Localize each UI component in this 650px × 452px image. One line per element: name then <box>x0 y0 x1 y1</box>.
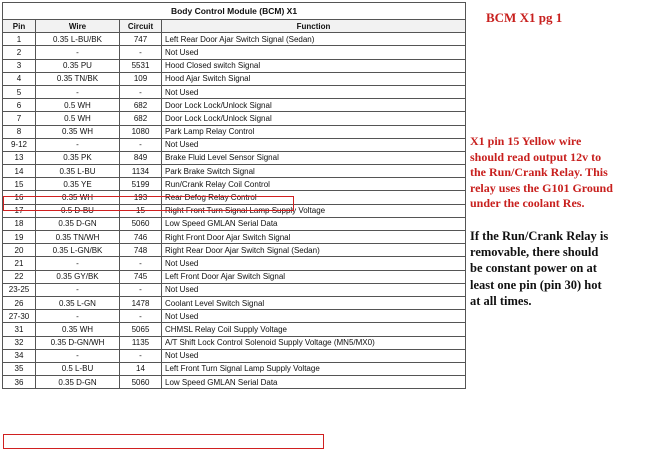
cell-function: Left Rear Door Ajar Switch Signal (Sedan) <box>162 33 466 46</box>
table-row <box>3 46 466 59</box>
table-row <box>3 99 466 112</box>
cell-function: Low Speed GMLAN Serial Data <box>162 376 466 389</box>
cell-circuit: 5531 <box>120 59 162 72</box>
table-row <box>3 270 466 283</box>
cell-wire: - <box>36 283 120 296</box>
header-wire: Wire <box>36 20 120 33</box>
header-function: Function <box>162 20 466 33</box>
cell-pin: 4 <box>3 72 36 85</box>
red-note-line: under the coolant Res. <box>470 196 585 210</box>
cell-wire: 0.35 L-GN <box>36 296 120 309</box>
cell-function: CHMSL Relay Coil Supply Voltage <box>162 323 466 336</box>
cell-circuit: 682 <box>120 99 162 112</box>
cell-pin: 27-30 <box>3 310 36 323</box>
cell-function: Hood Ajar Switch Signal <box>162 72 466 85</box>
header-row <box>3 20 466 33</box>
table-row <box>3 72 466 85</box>
red-note-line: the Run/Crank Relay. This <box>470 165 608 179</box>
cell-function: Hood Closed switch Signal <box>162 59 466 72</box>
cell-wire: 0.5 WH <box>36 99 120 112</box>
cell-wire: 0.35 D-GN <box>36 217 120 230</box>
highlight-pin-36 <box>3 434 324 449</box>
cell-circuit: 682 <box>120 112 162 125</box>
cell-wire: 0.35 D-GN/WH <box>36 336 120 349</box>
cell-function: Right Front Door Ajar Switch Signal <box>162 231 466 244</box>
cell-function: Coolant Level Switch Signal <box>162 296 466 309</box>
cell-pin: 31 <box>3 323 36 336</box>
cell-pin: 32 <box>3 336 36 349</box>
cell-wire: 0.35 D-GN <box>36 376 120 389</box>
black-note-line: removable, there should <box>470 245 599 260</box>
cell-circuit: 748 <box>120 244 162 257</box>
cell-pin: 8 <box>3 125 36 138</box>
black-note-line: If the Run/Crank Relay is <box>470 229 609 243</box>
cell-pin: 19 <box>3 231 36 244</box>
cell-circuit: 849 <box>120 151 162 164</box>
cell-circuit: 746 <box>120 231 162 244</box>
table-title: Body Control Module (BCM) X1 <box>3 3 466 20</box>
cell-wire: 0.35 TN/BK <box>36 72 120 85</box>
header-pin: Pin <box>3 20 36 33</box>
black-note-line: least one pin (pin 30) hot <box>470 277 602 292</box>
table-row <box>3 178 466 191</box>
table-row <box>3 138 466 151</box>
cell-wire: - <box>36 85 120 98</box>
red-note-line: should read output 12v to <box>470 149 602 164</box>
cell-wire: 0.35 L-BU <box>36 165 120 178</box>
table-row <box>3 151 466 164</box>
cell-circuit: 1478 <box>120 296 162 309</box>
table-row <box>3 244 466 257</box>
cell-function: Park Lamp Relay Control <box>162 125 466 138</box>
table-row <box>3 85 466 98</box>
cell-circuit: 1080 <box>120 125 162 138</box>
cell-pin: 14 <box>3 165 36 178</box>
cell-circuit: - <box>120 85 162 98</box>
cell-wire: 0.35 L-BU/BK <box>36 33 120 46</box>
cell-pin: 17 <box>3 204 36 217</box>
cell-pin: 26 <box>3 296 36 309</box>
cell-circuit: 5060 <box>120 376 162 389</box>
cell-function: Not Used <box>162 283 466 296</box>
cell-circuit: 745 <box>120 270 162 283</box>
cell-wire: - <box>36 138 120 151</box>
cell-wire: - <box>36 310 120 323</box>
cell-function: Not Used <box>162 138 466 151</box>
cell-function: Run/Crank Relay Coil Control <box>162 178 466 191</box>
cell-pin: 34 <box>3 349 36 362</box>
cell-pin: 22 <box>3 270 36 283</box>
black-annotation <box>470 228 608 309</box>
cell-wire: 0.5 L-BU <box>36 362 120 375</box>
highlight-pin-15 <box>3 196 294 211</box>
cell-circuit: 14 <box>120 362 162 375</box>
cell-pin: 18 <box>3 217 36 230</box>
cell-wire: 0.35 L-GN/BK <box>36 244 120 257</box>
cell-function: Door Lock Lock/Unlock Signal <box>162 112 466 125</box>
table-row <box>3 125 466 138</box>
cell-pin: 2 <box>3 46 36 59</box>
cell-wire: 0.35 TN/WH <box>36 231 120 244</box>
table-row <box>3 112 466 125</box>
cell-wire: 0.35 PU <box>36 59 120 72</box>
cell-wire: - <box>36 46 120 59</box>
table-row <box>3 376 466 389</box>
cell-pin: 35 <box>3 362 36 375</box>
cell-wire: 0.35 GY/BK <box>36 270 120 283</box>
cell-circuit: - <box>120 349 162 362</box>
cell-function: Left Front Door Ajar Switch Signal <box>162 270 466 283</box>
cell-circuit: 1134 <box>120 165 162 178</box>
table-row <box>3 217 466 230</box>
table-row <box>3 283 466 296</box>
cell-pin: 16 <box>3 191 36 204</box>
table-row <box>3 336 466 349</box>
page-label: BCM X1 pg 1 <box>486 10 563 25</box>
cell-wire: 0.35 PK <box>36 151 120 164</box>
cell-wire: 0.5 D-BU <box>36 204 120 217</box>
cell-pin: 13 <box>3 151 36 164</box>
cell-function: Not Used <box>162 257 466 270</box>
cell-pin: 7 <box>3 112 36 125</box>
cell-pin: 6 <box>3 99 36 112</box>
cell-function: Rear Defog Relay Control <box>162 191 466 204</box>
cell-circuit: - <box>120 283 162 296</box>
cell-function: Door Lock Lock/Unlock Signal <box>162 99 466 112</box>
cell-function: A/T Shift Lock Control Solenoid Supply Voltage (MN5/MX0) <box>162 336 466 349</box>
cell-function: Not Used <box>162 46 466 59</box>
cell-pin: 1 <box>3 33 36 46</box>
cell-function: Brake Fluid Level Sensor Signal <box>162 151 466 164</box>
red-note-line: relay uses the G101 Ground <box>470 180 613 195</box>
cell-function: Park Brake Switch Signal <box>162 165 466 178</box>
cell-circuit: - <box>120 138 162 151</box>
table-row <box>3 257 466 270</box>
table-row <box>3 59 466 72</box>
cell-pin: 15 <box>3 178 36 191</box>
table-row <box>3 165 466 178</box>
cell-function: Not Used <box>162 85 466 98</box>
cell-pin: 36 <box>3 376 36 389</box>
cell-circuit: - <box>120 310 162 323</box>
cell-wire: 0.35 YE <box>36 178 120 191</box>
cell-circuit: - <box>120 46 162 59</box>
cell-circuit: 747 <box>120 33 162 46</box>
cell-pin: 5 <box>3 85 36 98</box>
cell-function: Not Used <box>162 349 466 362</box>
cell-circuit: 15 <box>120 204 162 217</box>
cell-circuit: 5199 <box>120 178 162 191</box>
cell-function: Left Front Turn Signal Lamp Supply Voltage <box>162 362 466 375</box>
cell-wire: 0.35 WH <box>36 125 120 138</box>
cell-function: Low Speed GMLAN Serial Data <box>162 217 466 230</box>
cell-wire: 0.35 WH <box>36 323 120 336</box>
table-row <box>3 231 466 244</box>
table-row <box>3 323 466 336</box>
cell-wire: - <box>36 257 120 270</box>
cell-function: Right Front Turn Signal Lamp Supply Voltage <box>162 204 466 217</box>
red-note-line: X1 pin 15 Yellow wire <box>470 134 582 148</box>
table-row <box>3 362 466 375</box>
cell-pin: 9-12 <box>3 138 36 151</box>
table-row <box>3 310 466 323</box>
table-row <box>3 349 466 362</box>
cell-function: Right Rear Door Ajar Switch Signal (Sedan) <box>162 244 466 257</box>
cell-circuit: - <box>120 257 162 270</box>
black-note-line: be constant power on at <box>470 261 597 276</box>
red-annotation <box>470 134 613 212</box>
cell-circuit: 193 <box>120 191 162 204</box>
cell-circuit: 109 <box>120 72 162 85</box>
cell-wire: 0.5 WH <box>36 112 120 125</box>
table-row <box>3 296 466 309</box>
cell-circuit: 5065 <box>120 323 162 336</box>
header-circuit: Circuit <box>120 20 162 33</box>
cell-pin: 20 <box>3 244 36 257</box>
cell-pin: 23-25 <box>3 283 36 296</box>
cell-wire: - <box>36 349 120 362</box>
cell-wire: 0.35 WH <box>36 191 120 204</box>
cell-function: Not Used <box>162 310 466 323</box>
table-row <box>3 33 466 46</box>
cell-circuit: 1135 <box>120 336 162 349</box>
black-note-line: at all times. <box>470 293 532 308</box>
cell-pin: 21 <box>3 257 36 270</box>
cell-pin: 3 <box>3 59 36 72</box>
cell-circuit: 5060 <box>120 217 162 230</box>
